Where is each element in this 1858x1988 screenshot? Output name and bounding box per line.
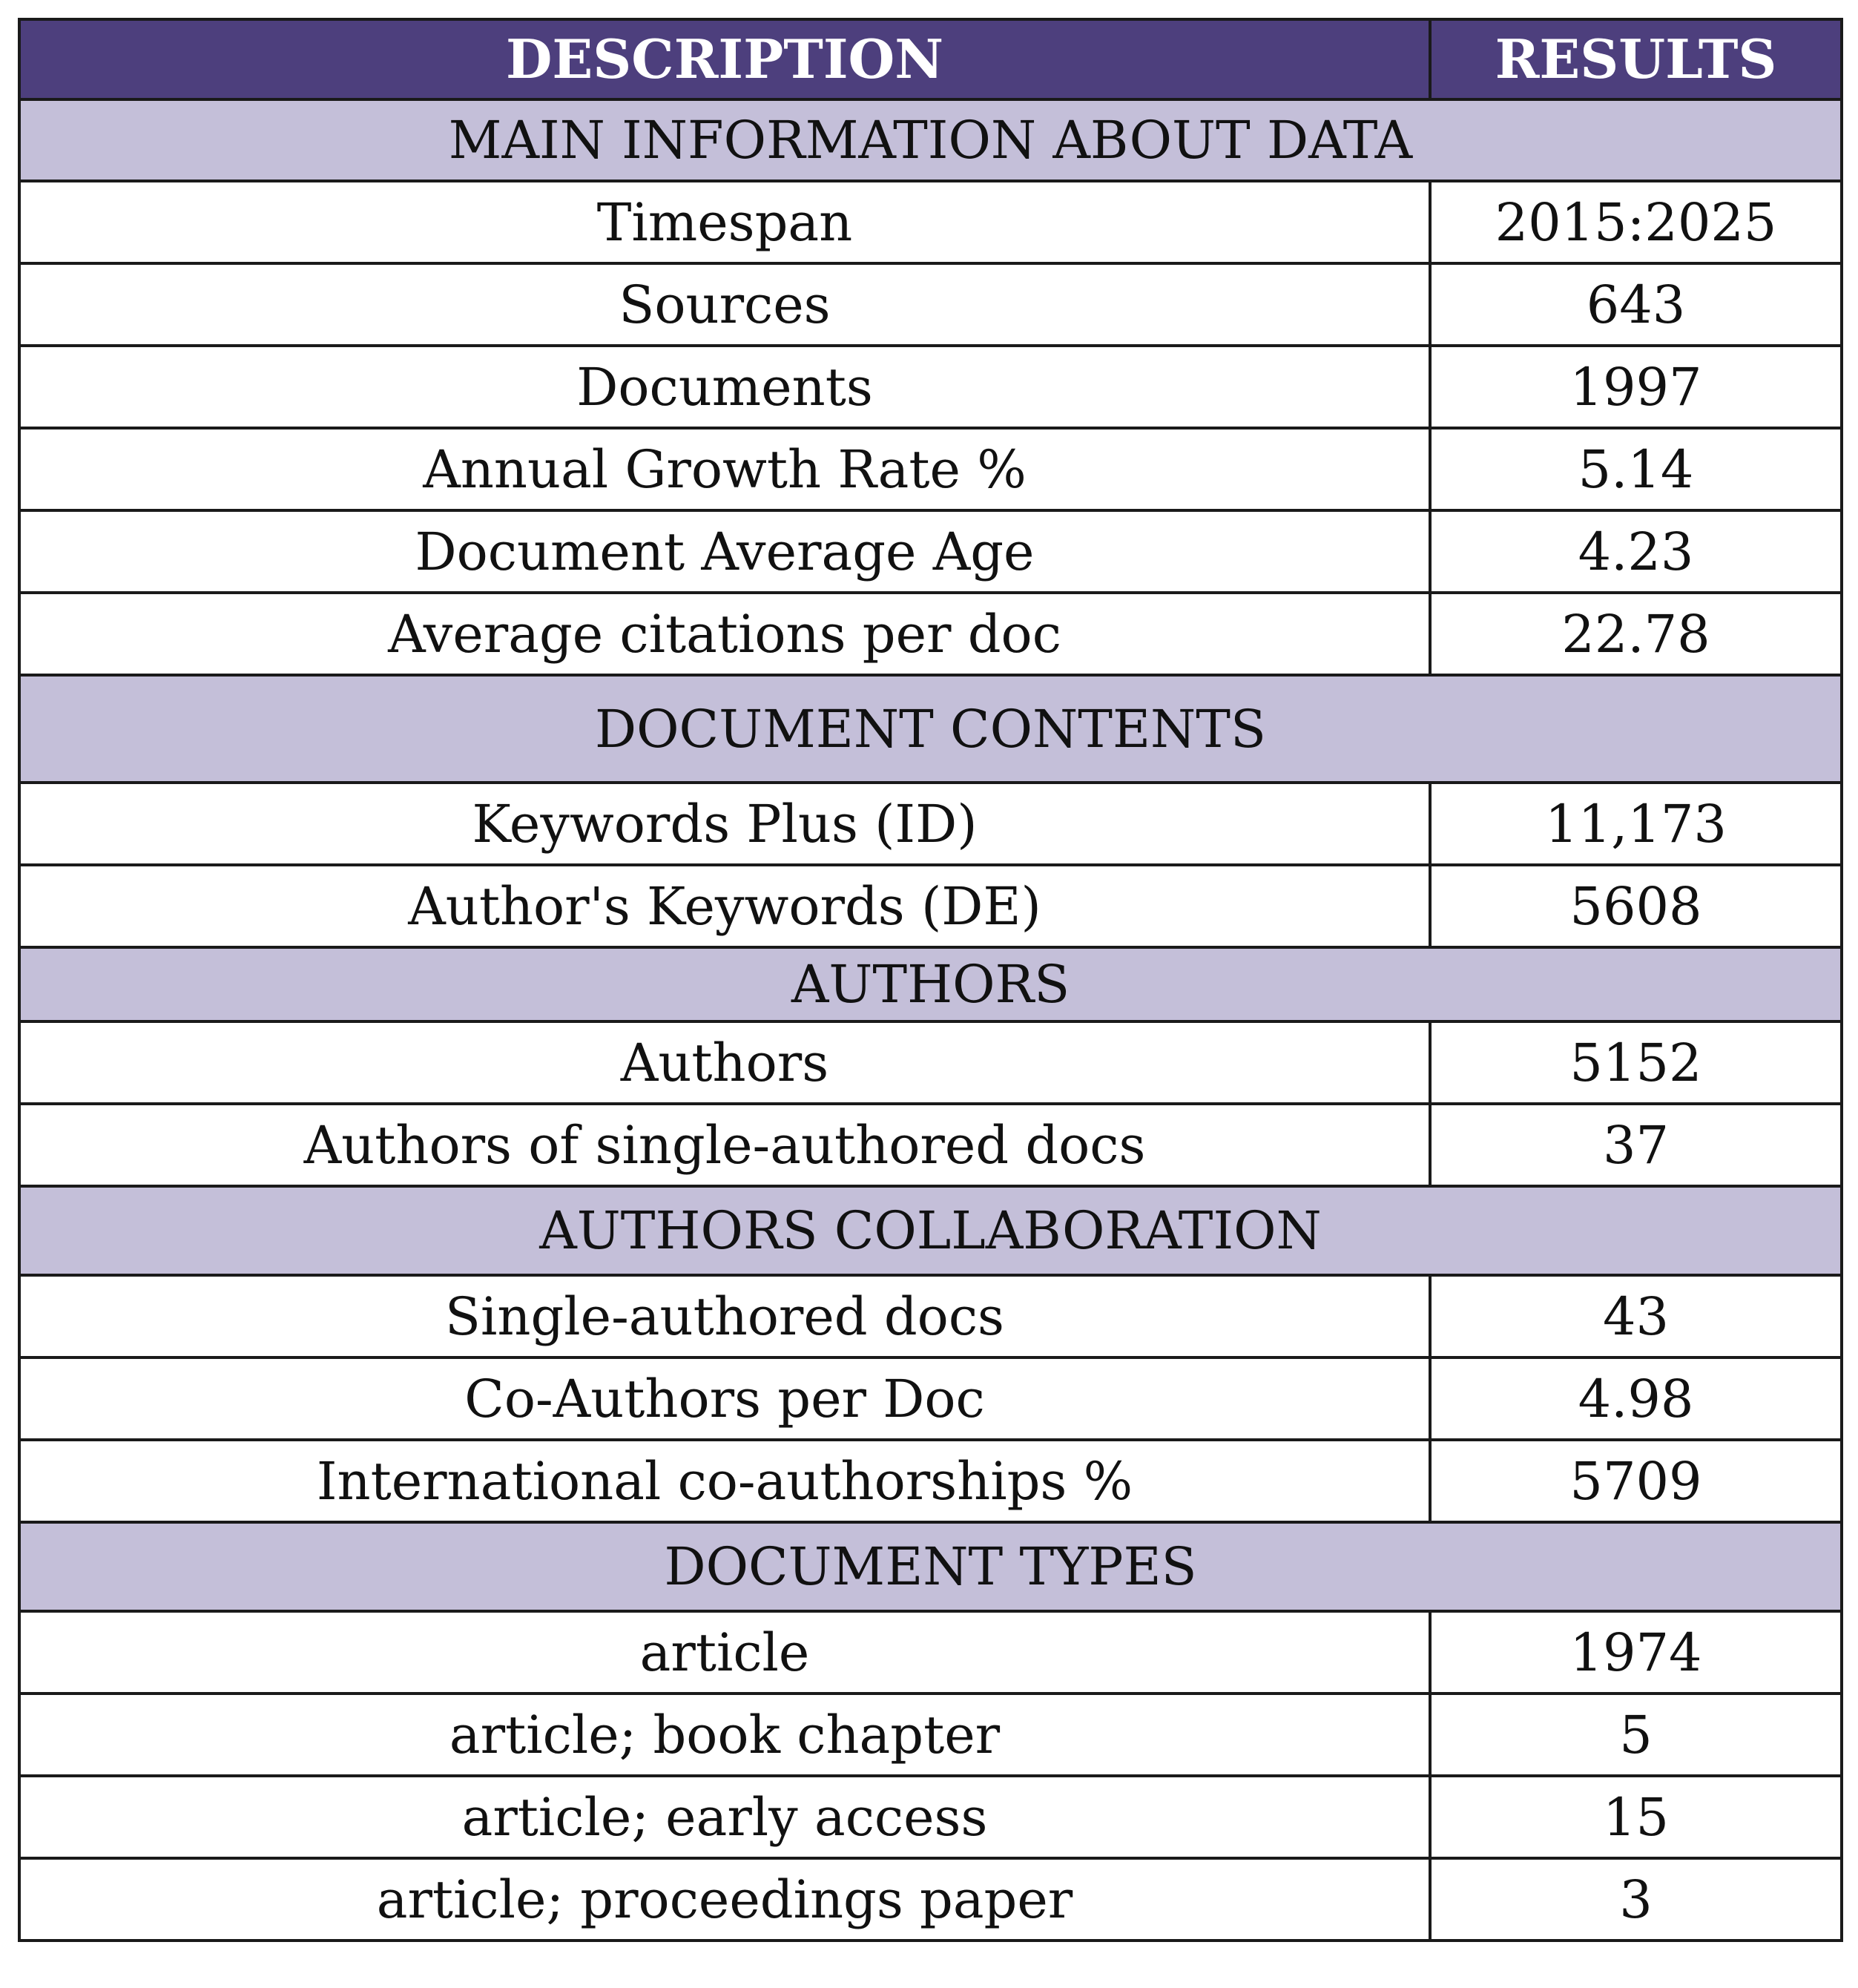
table-row [19, 1021, 1842, 1104]
row-value: 5 [1430, 1694, 1842, 1776]
row-label: Document Average Age [19, 510, 1430, 593]
table-row [19, 1440, 1842, 1522]
row-label: Average citations per doc [19, 593, 1430, 675]
row-label: Single-authored docs [19, 1275, 1430, 1357]
row-value: 2015:2025 [1430, 181, 1842, 263]
table-row [19, 1357, 1842, 1440]
row-value: 43 [1430, 1275, 1842, 1357]
row-label: Authors of single-authored docs [19, 1104, 1430, 1186]
table-row [19, 593, 1842, 675]
table-row [19, 1275, 1842, 1357]
row-value: 5.14 [1430, 428, 1842, 510]
table-header-row [19, 19, 1842, 99]
row-value: 5608 [1430, 865, 1842, 947]
row-label: Keywords Plus (ID) [19, 783, 1430, 865]
row-value: 5709 [1430, 1440, 1842, 1522]
table-row [19, 263, 1842, 346]
table-row [19, 428, 1842, 510]
row-label: article; proceedings paper [19, 1858, 1430, 1941]
table-row [19, 1858, 1842, 1941]
section-title: DOCUMENT TYPES [19, 1522, 1842, 1611]
row-value: 643 [1430, 263, 1842, 346]
table-row [19, 1611, 1842, 1694]
section-row [19, 1186, 1842, 1275]
table-row [19, 510, 1842, 593]
row-label: article [19, 1611, 1430, 1694]
results-column-header: RESULTS [1430, 19, 1842, 99]
row-value: 3 [1430, 1858, 1842, 1941]
section-title: AUTHORS [19, 947, 1842, 1021]
row-label: Timespan [19, 181, 1430, 263]
table-row [19, 865, 1842, 947]
row-value: 1997 [1430, 346, 1842, 428]
row-label: Annual Growth Rate % [19, 428, 1430, 510]
description-column-header: DESCRIPTION [19, 19, 1430, 99]
table-row [19, 346, 1842, 428]
row-value: 15 [1430, 1776, 1842, 1858]
row-value: 5152 [1430, 1021, 1842, 1104]
section-title: DOCUMENT CONTENTS [19, 675, 1842, 783]
section-row [19, 99, 1842, 181]
table-row [19, 181, 1842, 263]
table-row [19, 783, 1842, 865]
row-value: 1974 [1430, 1611, 1842, 1694]
section-row [19, 1522, 1842, 1611]
table-row [19, 1776, 1842, 1858]
summary-statistics-table [18, 18, 1843, 1942]
section-title: AUTHORS COLLABORATION [19, 1186, 1842, 1275]
row-label: International co-authorships % [19, 1440, 1430, 1522]
row-label: Authors [19, 1021, 1430, 1104]
row-value: 11,173 [1430, 783, 1842, 865]
table-row [19, 1104, 1842, 1186]
row-value: 37 [1430, 1104, 1842, 1186]
table-body [19, 99, 1842, 1941]
row-label: Documents [19, 346, 1430, 428]
section-title: MAIN INFORMATION ABOUT DATA [19, 99, 1842, 181]
row-label: Sources [19, 263, 1430, 346]
section-row [19, 947, 1842, 1021]
row-label: article; book chapter [19, 1694, 1430, 1776]
row-value: 22.78 [1430, 593, 1842, 675]
row-label: Co-Authors per Doc [19, 1357, 1430, 1440]
row-label: Author's Keywords (DE) [19, 865, 1430, 947]
row-value: 4.98 [1430, 1357, 1842, 1440]
section-row [19, 675, 1842, 783]
table-row [19, 1694, 1842, 1776]
row-value: 4.23 [1430, 510, 1842, 593]
row-label: article; early access [19, 1776, 1430, 1858]
